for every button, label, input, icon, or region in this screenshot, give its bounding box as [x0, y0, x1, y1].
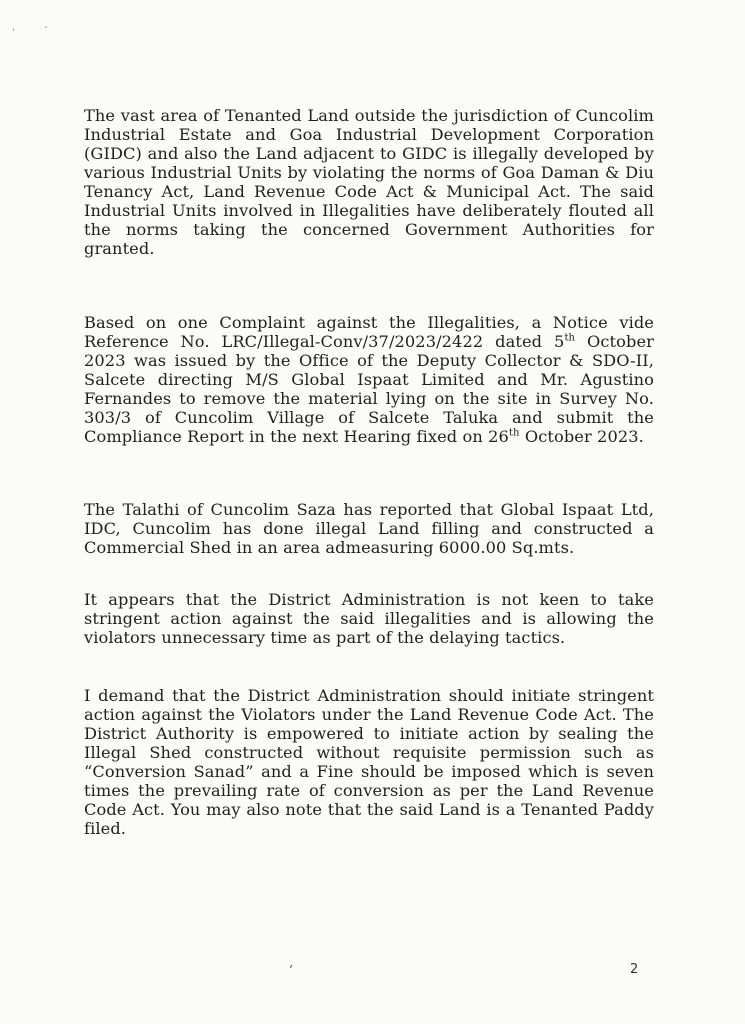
paragraph-notice-part-c: October 2023.: [519, 427, 644, 447]
ordinal-suffix: th: [564, 332, 576, 344]
paragraph-notice-part-a: Based on one Complaint against the Illegalities, a Notice vide Reference No. LRC/Illegal-Conv/37/2023/2422 dated 5: [84, 313, 654, 352]
paragraph-tenanted-land: The vast area of Tenanted Land outside the jurisdiction of Cuncolim Industrial Estate and Goa Industrial Development Corporation (GIDC) and also the Land adjacent to GIDC is illegally developed by various Industrial Units by violating the norms of Goa Daman & Diu Tenancy Act, Land Revenue Code Act & Municipal Act. The said Industrial Units involved in Illegalities have deliberately flouted all the norms taking the concerned Government Authorities for granted.: [84, 106, 654, 259]
paragraph-notice: [84, 313, 654, 446]
scan-mark: ,: [12, 22, 16, 33]
paragraph-demand: I demand that the District Administration should initiate stringent action against the Violators under the Land Revenue Code Act. The District Authority is empowered to initiate action by sealing the Illegal Shed constructed without requisite permission such as “Conversion Sanad” and a Fine should be imposed which is seven times the prevailing rate of conversion as per the Land Revenue Code Act. You may also note that the said Land is a Tenanted Paddy filed.: [84, 686, 654, 839]
paragraph-district-administration: It appears that the District Administration is not keen to take stringent action against the said illegalities and is allowing the violators unnecessary time as part of the delaying tactics.: [84, 590, 654, 648]
paragraph-talathi-report: The Talathi of Cuncolim Saza has reported that Global Ispaat Ltd, IDC, Cuncolim has done illegal Land filling and constructed a Commercial Shed in an area admeasuring 6000.00 Sq.mts.: [84, 500, 654, 558]
ordinal-suffix: th: [508, 427, 520, 439]
paragraph-notice-part-b: October 2023 was issued by the Office of the Deputy Collector & SDO-II, Salcete directing M/S Global Ispaat Limited and Mr. Agustino Fernandes to remove the material lying on the site in Survey No. 303/3 of Cuncolim Village of Salcete Taluka and submit the Compliance Report in the next Hearing fixed on 26: [84, 332, 654, 447]
scan-mark: -: [44, 22, 48, 33]
page-number: 2: [630, 962, 639, 977]
footer-mark: ’: [289, 963, 293, 977]
